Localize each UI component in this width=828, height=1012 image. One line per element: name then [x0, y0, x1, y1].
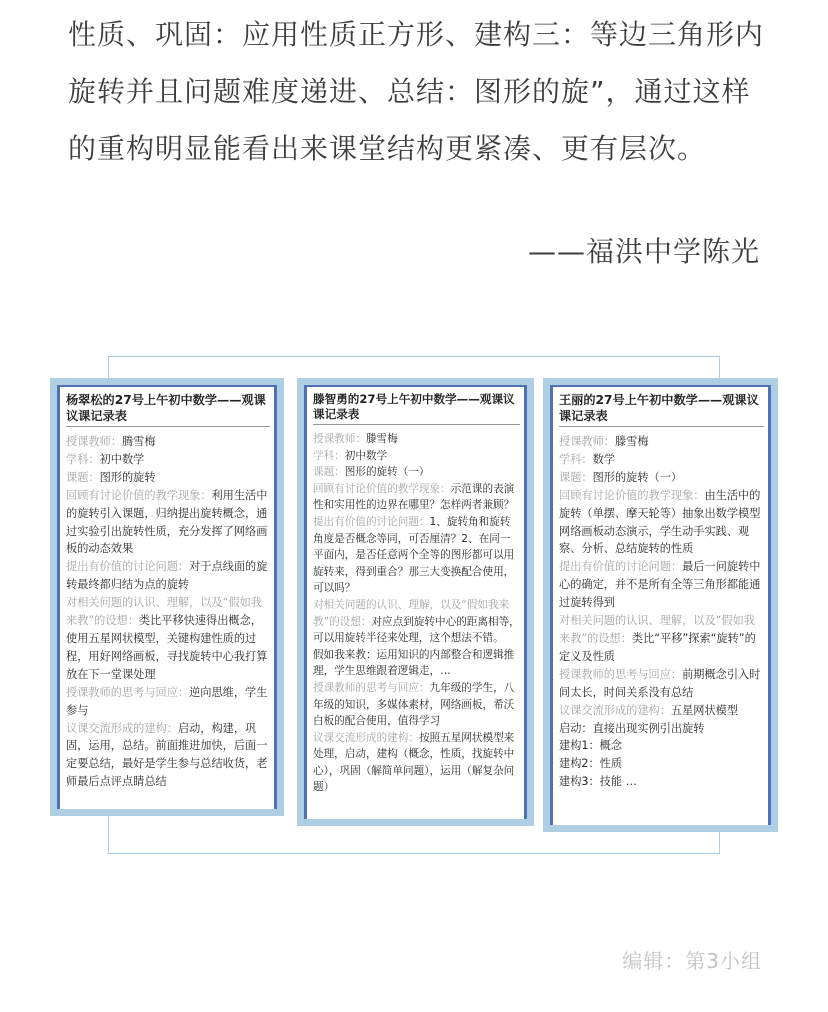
record-value: 1、旋转角和旋转角度是否概念等同，可否厘清？2、在同一平面内，是否任意两个全等的图形都可以用旋转来，得到重合？那三大变换配合使用，可以吗？: [313, 515, 515, 595]
record-value: 建构1：概念: [559, 739, 623, 753]
record-label: 授课教师：: [66, 435, 122, 448]
record-line: [66, 720, 270, 792]
record-value: 按照五星网状模型来处理，启动，建构（概念，性质，找旋转中心），巩固（解简单问题），运用（解复杂问题）: [313, 731, 515, 794]
record-card-3-body: [550, 385, 771, 825]
record-line: [559, 433, 764, 451]
record-line: [559, 612, 764, 666]
record-line: [313, 647, 520, 680]
article-signature: ——福洪中学陈光: [527, 235, 760, 268]
record-value: 初中数学: [344, 449, 388, 462]
record-line: [313, 431, 520, 448]
record-card-title: 王丽的27号上午初中数学——观课议课记录表: [559, 392, 764, 427]
record-value: 示范课的表演性和实用性的边界在哪里？怎样两者兼顾？: [313, 482, 515, 512]
record-card-2-body: [304, 385, 527, 819]
record-line: [66, 487, 270, 559]
record-value: 建构3：技能 …: [559, 775, 637, 789]
record-line: [66, 433, 270, 451]
record-value: 滕雪梅: [614, 435, 649, 448]
record-value: 网络画板动态演示，学生动手实践、观察、分析、总结旋转的性质: [559, 524, 750, 556]
record-line: [313, 448, 520, 465]
record-label: 授课教师：: [559, 435, 615, 448]
record-label: 课题：: [559, 470, 593, 484]
record-value: 图形的旋转（一）: [592, 470, 683, 484]
record-label: 课题：: [66, 470, 100, 484]
record-line: [559, 487, 764, 523]
record-line: [66, 469, 270, 487]
article-paragraph: [68, 6, 768, 177]
record-card-title: 滕智勇的27号上午初中数学——观课议课记录表: [313, 392, 520, 425]
record-line: [66, 684, 270, 720]
record-line: [559, 451, 764, 469]
record-value: 图形的旋转: [99, 470, 156, 484]
record-line: [559, 523, 764, 559]
record-value: 五星网状模型: [670, 703, 739, 717]
record-label: 议课交流形成的建构：: [313, 731, 419, 744]
record-value: 对应点到旋转中心的距离相等，可以用旋转半径来处理，这个想法不错。: [313, 615, 520, 645]
record-line: [313, 730, 520, 796]
record-label: 授课教师：: [313, 433, 366, 445]
record-card-2: [297, 378, 534, 826]
record-label: 议课交流形成的建构：: [559, 703, 671, 717]
record-list: [66, 433, 270, 791]
record-card-title: 杨翠松的27号上午初中数学——观课议课记录表: [66, 392, 270, 427]
record-list: [559, 433, 764, 791]
record-label: 提出有价值的讨论问题：: [313, 515, 430, 528]
record-line: [559, 702, 764, 720]
record-line: [559, 666, 764, 702]
record-label: 学科：: [66, 452, 100, 466]
record-line: [559, 737, 764, 755]
record-label: 对相关问题的认识、理解，以及“假如我来教”的设想：: [66, 596, 262, 628]
record-label: 回顾有讨论价值的教学现象：: [559, 488, 705, 502]
record-card-3: [543, 378, 778, 832]
record-line: [559, 720, 764, 738]
record-value: 前期概念引入时间太长，时间关系没有总结: [559, 667, 761, 699]
record-line: [559, 773, 764, 791]
record-value: 启动：直接出现实例引出旋转: [559, 721, 705, 735]
record-card-1-body: [57, 385, 277, 809]
record-value: 初中数学: [99, 452, 145, 466]
record-value: 图形的旋转（一）: [344, 466, 430, 479]
record-line: [313, 481, 520, 514]
record-value: 九年级的学生，八年级的知识，多媒体素材，网络画板，希沃白板的配合使用，值得学习: [313, 681, 515, 728]
record-card-1: [50, 378, 284, 816]
record-label: 学科：: [313, 449, 345, 462]
record-label: 课题：: [313, 466, 345, 479]
record-value: 假如我来教：运用知识的内部整合和逻辑推理，学生思维跟着逻辑走，…: [313, 648, 515, 678]
record-value: 类比“平移”探索“旋转”的定义及性质: [559, 631, 756, 663]
record-line: [66, 558, 270, 594]
record-value: 类比平移快速得出概念，使用五星网状模型，关键构建性质的过程，用好网络画板，寻找旋转中心我打算放在下一堂课处理: [66, 614, 268, 681]
record-list: [313, 431, 520, 796]
record-value: 逆向思维，学生参与: [66, 685, 268, 717]
record-value: 建构2：性质: [559, 757, 623, 771]
record-label: 议课交流形成的建构：: [66, 721, 178, 735]
record-label: 对相关问题的认识、理解，以及“假如我来教”的设想：: [559, 614, 755, 645]
record-line: [313, 514, 520, 597]
record-label: 回顾有讨论价值的教学现象：: [66, 488, 212, 502]
record-line: [313, 464, 520, 481]
record-line: [313, 597, 520, 647]
record-label: 授课教师的思考与回应：: [66, 685, 190, 699]
record-line: [559, 469, 764, 487]
record-value: 数学: [592, 452, 615, 466]
record-label: 对相关问题的认识、理解，以及“假如我来教”的设想：: [313, 598, 510, 628]
article-paragraph-text: 性质、巩固：应用性质正方形、建构三：等边三角形内旋转并且问题难度递进、总结：图形的旋”，通过这样的重构明显能看出来课堂结构更紧凑、更有层次。: [68, 18, 765, 165]
editor-credit: 编辑：第3小组: [622, 949, 762, 973]
record-value: 由生活中的旋转（单摆、摩天轮等）抽象出数学模型: [559, 488, 761, 520]
record-label: 授课教师的思考与回应：: [559, 667, 683, 681]
record-value: 腾雪梅: [121, 435, 156, 448]
record-label: 学科：: [559, 452, 593, 466]
record-line: [559, 755, 764, 773]
record-line: [66, 451, 270, 469]
record-value: 最后一问旋转中心的确定，并不是所有全等三角形都能通过旋转得到: [559, 560, 761, 610]
record-value: 启动，构建，巩固，运用，总结。前面推进加快，后面一定要总结，最好是学生参与总结收货，老师最后点评点睛总结: [66, 721, 268, 789]
record-label: 提出有价值的讨论问题：: [559, 560, 683, 574]
record-line: [313, 680, 520, 730]
record-label: 授课教师的思考与回应：: [313, 681, 430, 694]
record-value: 对于点线面的旋转最终都归结为点的旋转: [66, 560, 268, 592]
record-label: 回顾有讨论价值的教学现象：: [313, 482, 451, 495]
record-line: [559, 558, 764, 612]
record-value: 滕雪梅: [365, 433, 398, 445]
record-value: 利用生活中的旋转引入课题，归纳提出旋转概念，通过实验引出旋转性质，充分发挥了网络画板的动态效果: [66, 488, 268, 556]
record-line: [66, 594, 270, 684]
record-label: 提出有价值的讨论问题：: [66, 560, 190, 574]
